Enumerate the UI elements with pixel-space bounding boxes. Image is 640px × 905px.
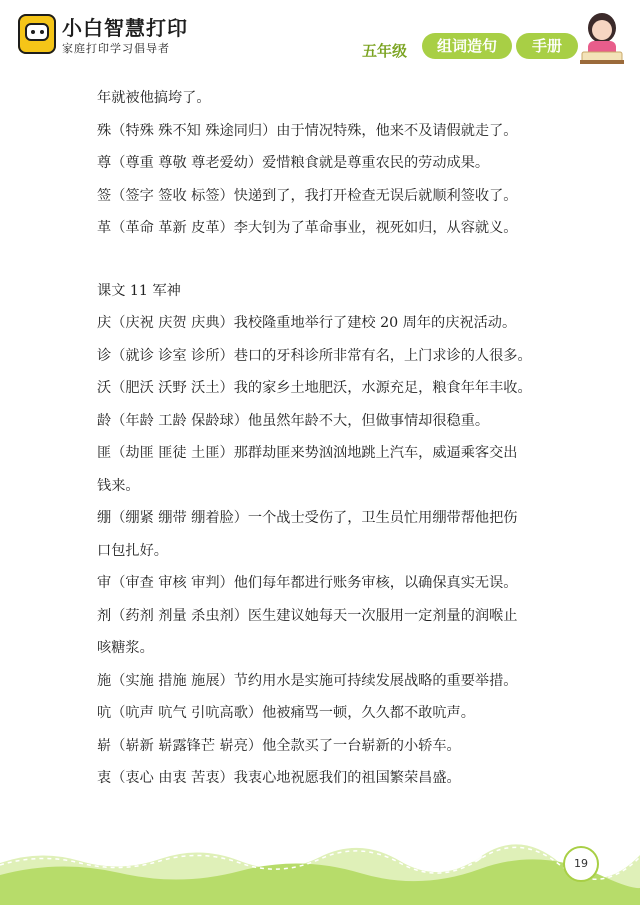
word-entry: 匪（劫匪 匪徒 土匪）那群劫匪来势汹汹地跳上汽车，威逼乘客交出 [97, 445, 518, 461]
page-number: 19 [563, 846, 599, 882]
lesson-title: 课文 11 军神 [97, 282, 181, 299]
word-entry: 革（革命 革新 皮革）李大钊为了革命事业，视死如归，从容就义。 [97, 220, 518, 236]
page-header [0, 0, 640, 75]
logo-eye-icon [31, 30, 35, 34]
grass-footer [0, 835, 640, 905]
logo-eye-icon [40, 30, 44, 34]
word-entry: 签（签字 签收 标签）快递到了，我打开检查无误后就顺利签收了。 [97, 187, 518, 204]
book-type-pill: 手册 [516, 33, 578, 59]
word-entry: 审（审查 审核 审判）他们每年都进行账务审核，以确保真实无误。 [97, 575, 518, 591]
word-entry: 施（实施 措施 施展）节约用水是实施可持续发展战略的重要举措。 [97, 672, 518, 689]
logo-icon [18, 14, 56, 54]
word-entry: 龄（年龄 工龄 保龄球）他虽然年龄不大，但做事情却很稳重。 [97, 412, 490, 429]
logo-face-icon [25, 23, 49, 41]
word-entry: 庆（庆祝 庆贺 庆典）我校隆重地举行了建校 20 周年的庆祝活动。 [97, 315, 517, 331]
word-entry: 尊（尊重 尊敬 尊老爱幼）爱惜粮食就是尊重农民的劳动成果。 [97, 155, 490, 171]
word-entry: 殊（特殊 殊不知 殊途同归）由于情况特殊，他来不及请假就走了。 [97, 122, 518, 139]
word-entry: 剂（药剂 剂量 杀虫剂）医生建议她每天一次服用一定剂量的润喉止 [97, 607, 518, 624]
book-title-pill: 组词造句 [422, 33, 512, 59]
word-entry: 衷（衷心 由衷 苦衷）我衷心地祝愿我们的祖国繁荣昌盛。 [97, 770, 461, 786]
word-entry: 吭（吭声 吭气 引吭高歌）他被痛骂一顿，久久都不敢吭声。 [97, 705, 475, 721]
word-entry: 崭（崭新 崭露锋芒 崭亮）他全款买了一台崭新的小轿车。 [97, 737, 461, 754]
page-content [97, 82, 557, 795]
text-line: 年就被他搞垮了。 [97, 90, 211, 106]
grade-label: 五年级 [362, 42, 408, 60]
word-entry-continued: 咳糖浆。 [97, 640, 154, 656]
brand-slogan: 家庭打印学习倡导者 [62, 42, 170, 55]
word-entry: 诊（就诊 诊室 诊所）巷口的牙科诊所非常有名，上门求诊的人很多。 [97, 347, 532, 364]
word-entry: 绷（绷紧 绷带 绷着脸）一个战士受伤了，卫生员忙用绷带帮他把伤 [97, 510, 518, 526]
brand-name: 小白智慧打印 [62, 16, 188, 40]
word-entry-continued: 口包扎好。 [97, 542, 168, 559]
girl-reading-icon [574, 8, 630, 68]
word-entry: 沃（肥沃 沃野 沃土）我的家乡土地肥沃，水源充足，粮食年年丰收。 [97, 380, 532, 396]
word-entry-continued: 钱来。 [97, 477, 140, 494]
